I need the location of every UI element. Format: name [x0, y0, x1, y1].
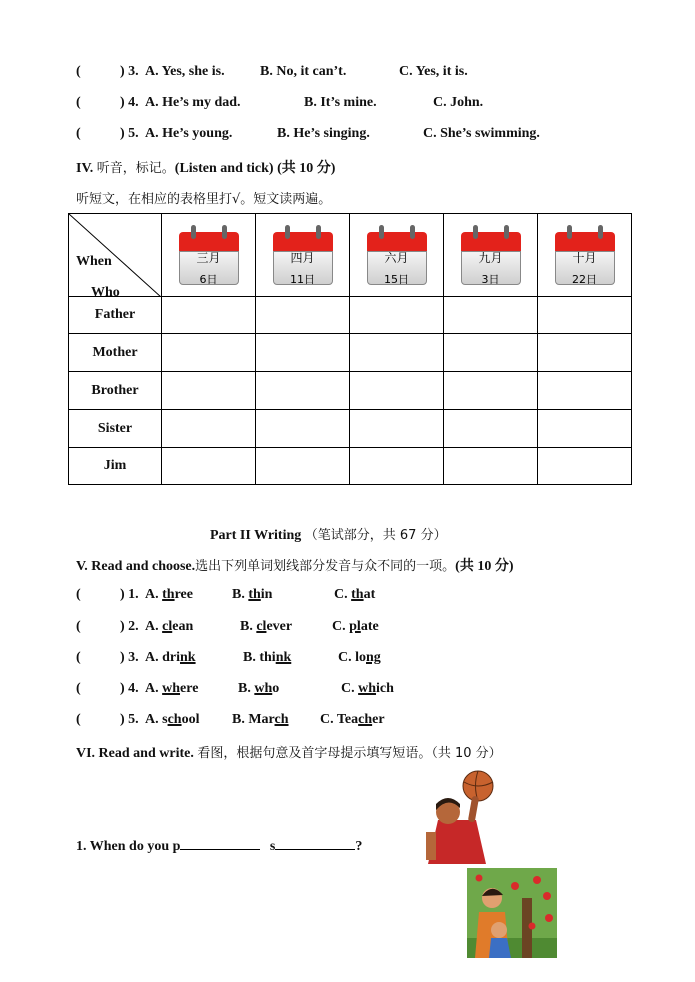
corner-when: When	[76, 254, 112, 269]
calendar-icon: 四月 11日	[271, 223, 335, 287]
choose-item-4: ( ) 4. A. where B. who C. which	[76, 681, 394, 696]
table-row: Brother	[69, 372, 632, 410]
tick-cell[interactable]	[538, 410, 632, 448]
tick-cell[interactable]	[162, 448, 256, 485]
calendar-cell	[256, 214, 350, 297]
calendar-cell	[350, 214, 444, 297]
section-4-instruction: 听短文，在相应的表格里打√。短文读两遍。	[76, 192, 332, 207]
part-2-title: Part II Writing （笔试部分，共 67 分）	[210, 528, 447, 543]
table-row: Father	[69, 297, 632, 334]
tick-cell[interactable]	[538, 297, 632, 334]
tick-cell[interactable]	[162, 410, 256, 448]
tick-cell[interactable]	[444, 334, 538, 372]
tick-cell[interactable]	[350, 448, 444, 485]
tick-cell[interactable]	[162, 334, 256, 372]
answer-blank-1[interactable]	[180, 837, 260, 850]
question-1: 1. When do you p s ?	[76, 839, 363, 854]
calendar-cell	[162, 214, 256, 297]
basketball-boy-illustration	[418, 770, 500, 864]
tick-cell[interactable]	[444, 448, 538, 485]
section-4-title: IV. 听音，标记。(Listen and tick) (共 10 分)	[76, 161, 336, 176]
calendar-cell	[444, 214, 538, 297]
table-row: Mother	[69, 334, 632, 372]
answer-blank-2[interactable]	[275, 837, 355, 850]
section-6-title: VI. Read and write. 看图，根据句意及首字母提示填写短语。（共 10 分）	[76, 746, 502, 761]
tick-cell[interactable]	[538, 448, 632, 485]
choose-item-5: ( ) 5. A. school B. March C. Teacher	[76, 712, 385, 727]
apple-picking-illustration	[467, 868, 557, 958]
table-row: Sister	[69, 410, 632, 448]
tick-cell[interactable]	[350, 410, 444, 448]
tick-cell[interactable]	[256, 448, 350, 485]
tick-cell[interactable]	[444, 372, 538, 410]
listen-item-3: ( ) 3. A. Yes, she is. B. No, it can’t. C. Yes, it is.	[76, 64, 468, 79]
calendar-icon: 六月 15日	[365, 223, 429, 287]
listen-item-4: ( ) 4. A. He’s my dad. B. It’s mine. C. John.	[76, 95, 484, 110]
tick-cell[interactable]	[350, 372, 444, 410]
tick-cell[interactable]	[350, 297, 444, 334]
tick-table	[68, 213, 632, 485]
choose-item-2: ( ) 2. A. clean B. clever C. plate	[76, 619, 379, 634]
tick-cell[interactable]	[444, 410, 538, 448]
calendar-icon: 九月 3日	[459, 223, 523, 287]
tick-cell[interactable]	[538, 372, 632, 410]
tick-cell[interactable]	[162, 372, 256, 410]
corner-who: Who	[91, 285, 120, 300]
tick-cell[interactable]	[256, 372, 350, 410]
section-5-title: V. Read and choose.选出下列单词划线部分发音与众不同的一项。(共 10 分)	[76, 559, 514, 574]
listen-item-5: ( ) 5. A. He’s young. B. He’s singing. C. She’s swimming.	[76, 126, 540, 141]
tick-cell[interactable]	[256, 334, 350, 372]
choose-item-3: ( ) 3. A. drink B. think C. long	[76, 650, 381, 665]
tick-cell[interactable]	[538, 334, 632, 372]
tick-cell[interactable]	[444, 297, 538, 334]
tick-cell[interactable]	[256, 297, 350, 334]
corner-cell	[69, 214, 162, 300]
calendar-icon: 十月 22日	[553, 223, 617, 287]
calendar-icon: 三月 6日	[177, 223, 241, 287]
tick-cell[interactable]	[350, 334, 444, 372]
table-row: Jim	[69, 448, 632, 485]
calendar-cell	[538, 214, 632, 297]
tick-cell[interactable]	[162, 297, 256, 334]
tick-cell[interactable]	[256, 410, 350, 448]
choose-item-1: ( ) 1. A. three B. thin C. that	[76, 587, 376, 602]
